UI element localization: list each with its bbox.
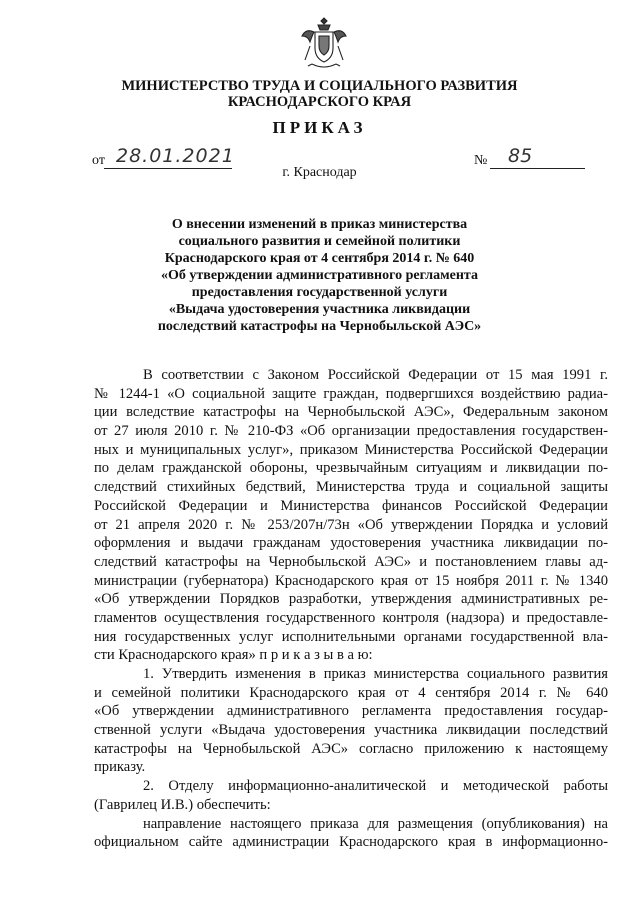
body-text-line: ции вследствие катастрофы на Чернобыльской АЭС», Федеральным законом xyxy=(94,404,608,421)
body-text-line: В соответствии с Законом Российской Федерации от 15 мая 1991 г. xyxy=(143,367,608,383)
title-line: последствий катастрофы на Чернобыльской АЭС» xyxy=(157,319,482,334)
title-line: «Об утверждении административного регламента xyxy=(161,268,478,283)
body-text-line: «Об утверждении административного регламента предоставления государ- xyxy=(94,703,608,720)
body-text-line: следствий стихийных бедствий, Министерства труда и социальной защиты xyxy=(94,479,608,496)
body-text-line: следствий катастрофы на Чернобыльской АЭС» и постановлением главы ад- xyxy=(94,553,608,570)
title-line: предоставления государственной услуги xyxy=(191,285,448,300)
body-text-line: № 1244-1 «О социальной защите граждан, подвергшихся воздействию радиа- xyxy=(94,385,608,402)
body-text-line: (Гаврилец И.В.) обеспечить: xyxy=(94,796,271,813)
body-text-line: оформления и выдачи гражданам удостоверения участника ликвидации по- xyxy=(94,535,608,552)
body-text-line: Российской Федерации и Министерства финансов Российской Федерации xyxy=(94,497,608,514)
body-text-line: официальном сайте администрации Краснодарского края в информационно- xyxy=(94,834,608,851)
handwritten-number: 85 xyxy=(508,145,533,167)
title-line: Краснодарского края от 4 сентября 2014 г. № 640 xyxy=(164,251,475,266)
body-text-line: ных и муниципальных услуг», приказом Министерства Российской Федерации xyxy=(94,441,608,458)
handwritten-date: 28.01.2021 xyxy=(116,145,235,167)
body-text-line: приказу. xyxy=(94,759,146,776)
ministry-name xyxy=(0,78,639,110)
title-line: «Выдача удостоверения участника ликвидации xyxy=(168,302,471,317)
body-text-line: «Об утверждении Порядков разработки, утверждения административных ре- xyxy=(94,591,608,608)
body-text-line: ственной услуги «Выдача удостоверения участника ликвидации последствий xyxy=(94,722,608,739)
body-text-line: и семейной политики Краснодарского края от 4 сентября 2014 г. № 640 xyxy=(94,684,608,701)
body-text-line: министрации (губернатора) Краснодарского края от 15 ноября 2011 г. № 1340 xyxy=(94,572,608,589)
body-text-line: 2. Отделу информационно-аналитической и методической работы xyxy=(143,778,608,795)
ministry-name-line: КРАСНОДАРСКОГО КРАЯ xyxy=(227,94,412,110)
order-title xyxy=(0,216,639,335)
body-text-line: ния государственных услуг исполнительными органами государственной вла- xyxy=(94,628,608,645)
body-text-line: 1. Утвердить изменения в приказ министерства социального развития xyxy=(143,666,608,682)
coat-of-arms-emblem xyxy=(300,16,348,72)
body-text-line: от 27 июля 2010 г. № 210-ФЗ «Об организации предоставления государствен- xyxy=(94,423,608,440)
date-label: от xyxy=(92,153,105,168)
order-body-text xyxy=(94,366,608,852)
body-text-line: направление настоящего приказа для размещения (опубликования) на xyxy=(143,815,608,832)
city-label: г. Краснодар xyxy=(282,165,357,180)
body-text-line: гламентов осуществления государственного контроля (надзора) и предоставле- xyxy=(94,609,608,626)
title-line: О внесении изменений в приказ министерства xyxy=(171,217,468,232)
body-text-line: от 21 апреля 2020 г. № 253/207н/73н «Об утверждении Порядка и условий xyxy=(94,516,608,533)
document-type-heading: ПРИКАЗ xyxy=(272,118,367,137)
title-line: социального развития и семейной политики xyxy=(178,234,461,249)
number-label: № xyxy=(474,153,488,168)
ministry-name-line: МИНИСТЕРСТВО ТРУДА И СОЦИАЛЬНОГО РАЗВИТИЯ xyxy=(121,78,518,94)
body-text-line: по делам гражданской обороны, чрезвычайным ситуациям и ликвидации по- xyxy=(94,460,608,477)
body-text-line: сти Краснодарского края» п р и к а з ы в а ю: xyxy=(94,647,373,664)
body-text-line: катастрофы на Чернобыльской АЭС» согласно приложению к настоящему xyxy=(94,740,608,757)
